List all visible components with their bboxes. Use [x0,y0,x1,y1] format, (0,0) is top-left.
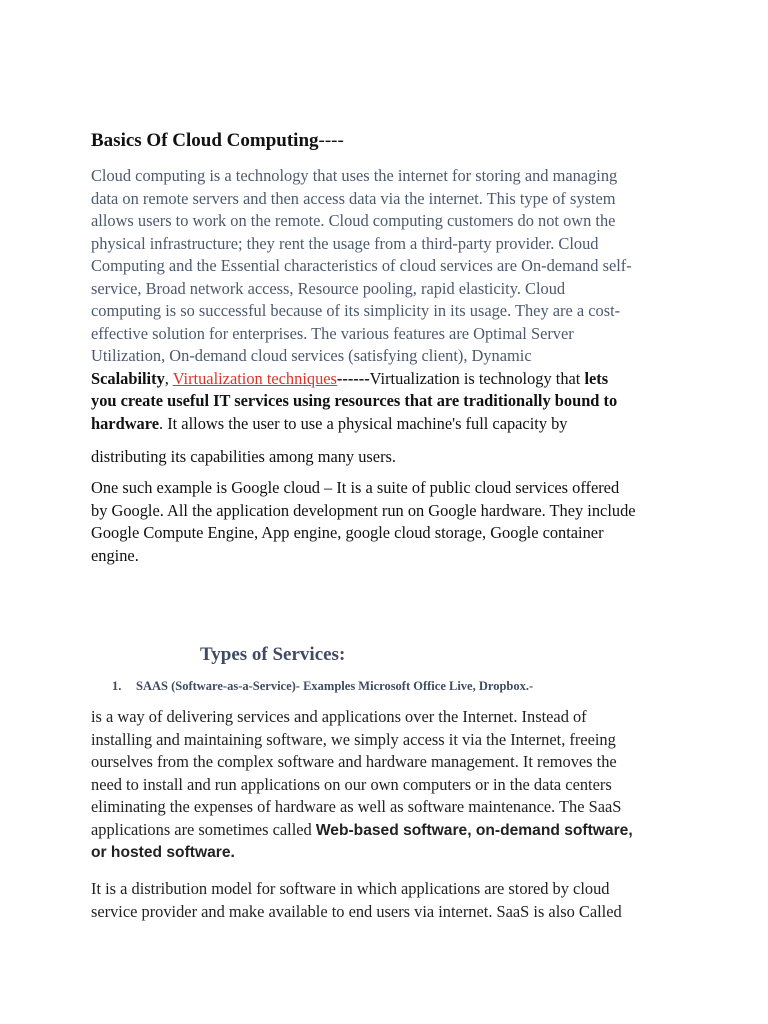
distributing-line: distributing its capabilities among many users. [91,447,397,466]
saas-line-5: eliminating the expenses of hardware as well as software maintenance. The SaaS [91,797,622,816]
saas-line-6-text: applications are sometimes called [91,819,316,839]
intro-line-5: Computing and the Essential characteristics of cloud services are On-demand self- [91,256,632,275]
intro-paragraph [91,165,691,435]
distribution-model-paragraph [91,878,691,923]
title-text: Basics Of Cloud Computing [91,130,319,151]
intro-line-7: computing is so successful because of its simplicity in its usage. They are a cost- [91,301,621,320]
distributing-paragraph [91,446,691,469]
google-line-2: by Google. All the application development run on Google hardware. They include [91,500,636,520]
distribution-line-1: It is a distribution model for software in which applications are stored by cloud [91,879,610,898]
saas-line-7: or hosted software. [91,844,235,861]
virtualization-bold-start: lets [584,368,609,388]
document-title [91,130,344,152]
intro-line-1: Cloud computing is a technology that uses the internet for storing and managing [91,166,618,185]
saas-line-6-bold: Web-based software, on-demand software, [315,821,633,839]
types-of-services-heading: Types of Services: [200,644,346,665]
virtualization-definition-text: Virtualization is technology that [369,368,585,388]
intro-comma: , [164,368,173,388]
saas-paragraph [91,706,691,865]
intro-line-3: allows users to work on the remote. Cloud computing customers do not own the [91,211,616,230]
list-item-text: SAAS (Software-as-a-Service)- Examples Microsoft Office Live, Dropbox.- [136,679,534,693]
google-cloud-paragraph [91,477,691,567]
intro-line-12-text: . It allows the user to use a physical machine's full capacity by [159,413,568,433]
intro-line-10 [91,368,691,391]
saas-line-3: ourselves from the complex software and hardware management. It removes the [91,752,617,771]
scalability-term: Scalability [91,368,165,388]
list-item-saas [112,679,533,694]
intro-line-8: effective solution for enterprises. The various features are Optimal Server [91,323,574,343]
hardware-term: hardware [91,413,159,433]
google-line-3: Google Compute Engine, App engine, google cloud storage, Google container [91,523,604,542]
virtualization-techniques-link[interactable]: Virtualization techniques [172,368,337,388]
intro-line-9: Utilization, On-demand cloud services (satisfying client), Dynamic [91,346,532,365]
intro-line-2: data on remote servers and then access data via the internet. This type of system [91,188,616,208]
distribution-line-2: service provider and make available to end users via internet. SaaS is also Called [91,901,622,921]
saas-line-6 [91,819,691,843]
saas-line-4: need to install and run applications on our own computers or in the data centers [91,774,612,794]
google-line-1: One such example is Google cloud – It is a suite of public cloud services offered [91,478,620,497]
intro-line-11: you create useful IT services using resources that are traditionally bound to [91,391,618,410]
google-line-4: engine. [91,545,139,565]
saas-line-2: installing and maintaining software, we simply access it via the Internet, freeing [91,729,616,749]
intro-line-6: service, Broad network access, Resource pooling, rapid elasticity. Cloud [91,278,566,298]
intro-line-12 [91,413,691,436]
intro-line-4: physical infrastructure; they rent the usage from a third-party provider. Cloud [91,233,599,253]
intro-dashes: ------ [336,368,370,388]
list-item-number: 1. [112,679,122,693]
saas-line-1: is a way of delivering services and applications over the Internet. Instead of [91,707,587,726]
title-dashes: ---- [318,130,344,151]
